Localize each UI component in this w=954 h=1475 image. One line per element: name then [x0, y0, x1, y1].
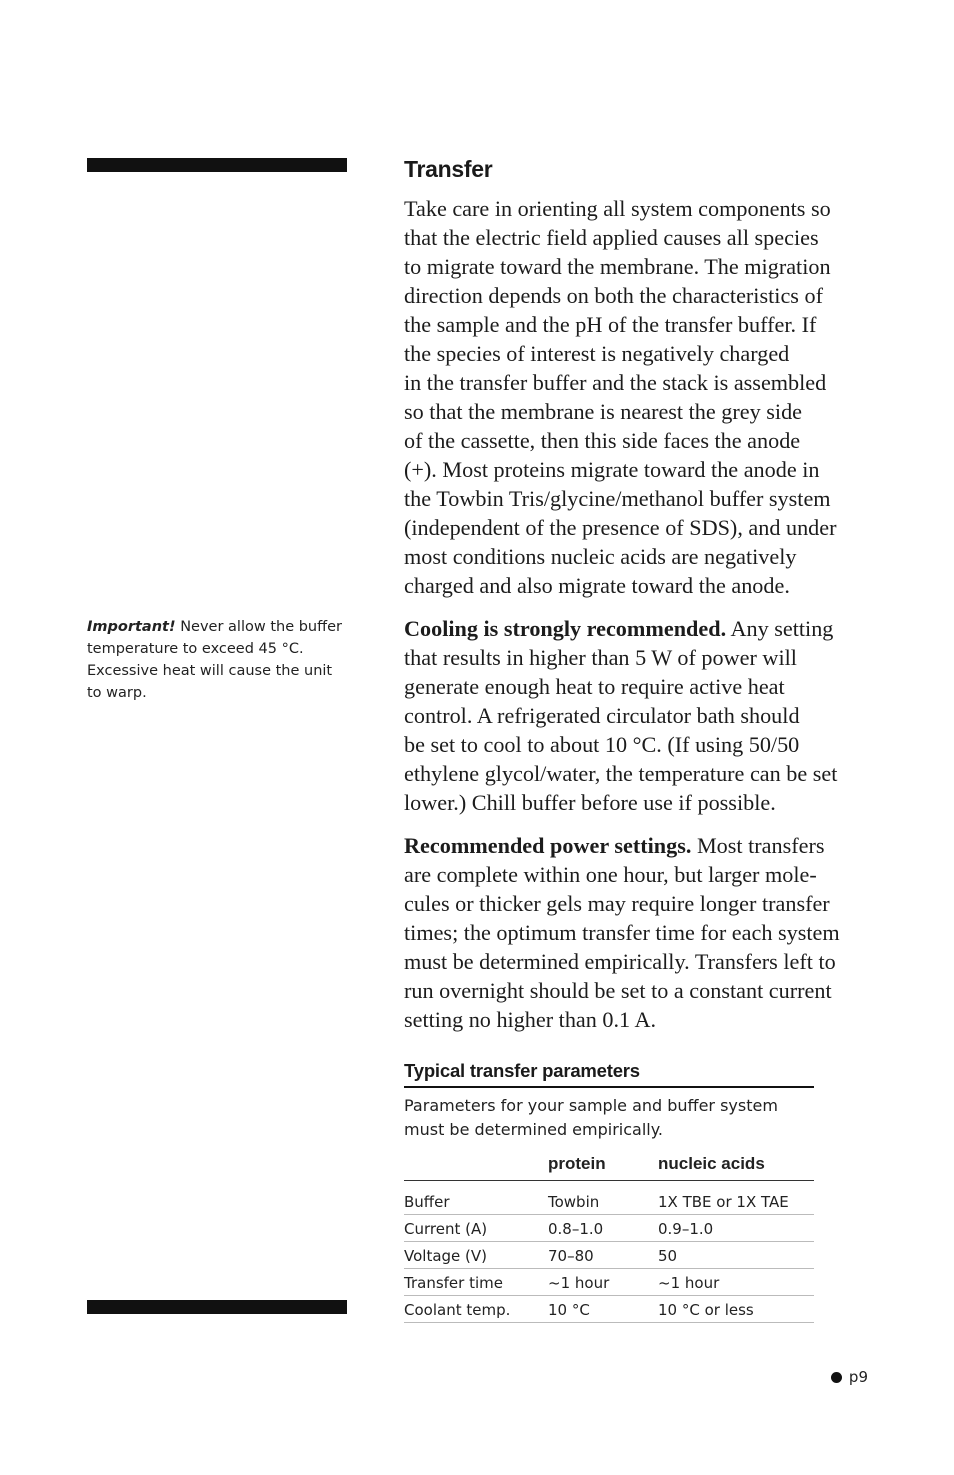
bullet-dot-icon [831, 1372, 842, 1383]
table-cell: 0.8–1.0 [548, 1215, 658, 1242]
table-cell: ~1 hour [548, 1269, 658, 1296]
paragraph-orientation: Take care in orienting all system components so that the electric field applied causes all species to migrate toward the membrane. The migration direction depends on both the characteristics of the sample and the pH of the transfer buffer. If the species of interest is negatively charged in the transfer buffer and the stack is assembled so that the membrane is nearest the grey side of the cassette, then this side faces the anode (+). Most proteins migrate toward the anode in the Towbin Tris/glycine/methanol buffer system (independent of the presence of SDS), and under most conditions nucleic acids are negatively charged and also migrate toward the anode. [404, 196, 837, 598]
table-row [404, 1215, 814, 1242]
table-cell: Coolant temp. [404, 1296, 548, 1323]
sidenote-text: Never allow the buffer temperature to exceed 45 °C. Excessive heat will cause the unit to warp. [87, 619, 342, 701]
page-number [831, 1368, 868, 1386]
important-sidenote [87, 616, 349, 704]
paragraph-cooling [404, 614, 874, 817]
page-number-label: p9 [848, 1368, 868, 1386]
table-row [404, 1269, 814, 1296]
cooling-text: Any setting that results in higher than 5 W of power will generate enough heat to require active heat control. A refrigerated circulator bath should be set to cool to about 10 °C. (If using 50/50 ethylene glycol/water, the temperature can be set lower.) Chill buffer before use if possible. [404, 616, 838, 815]
table-header-cell: protein [548, 1154, 658, 1181]
table-cell: Towbin [548, 1181, 658, 1215]
table-cell: 70–80 [548, 1242, 658, 1269]
table-row [404, 1242, 814, 1269]
table-title: Typical transfer parameters [404, 1060, 814, 1088]
table-cell: ~1 hour [658, 1269, 814, 1296]
sidenote-lead: Important! [87, 619, 176, 635]
table-cell: Voltage (V) [404, 1242, 548, 1269]
table-header-cell [404, 1154, 548, 1181]
paragraph-power [404, 831, 874, 1034]
top-section-rule [87, 158, 347, 172]
table-cell: Buffer [404, 1181, 548, 1215]
table-row [404, 1296, 814, 1323]
table-header-row [404, 1154, 814, 1181]
table-note: Parameters for your sample and buffer system must be determined empirically. [404, 1096, 778, 1139]
table-cell: 50 [658, 1242, 814, 1269]
table-cell: Transfer time [404, 1269, 548, 1296]
table-cell: 1X TBE or 1X TAE [658, 1181, 814, 1215]
table-row [404, 1181, 814, 1215]
table-cell: 0.9–1.0 [658, 1215, 814, 1242]
table-cell: Current (A) [404, 1215, 548, 1242]
cooling-lead: Cooling is strongly recommended. [404, 616, 727, 641]
transfer-parameters-table [404, 1154, 814, 1323]
table-header-cell: nucleic acids [658, 1154, 814, 1181]
power-lead: Recommended power settings. [404, 833, 692, 858]
section-heading: Transfer [404, 156, 493, 182]
power-text: Most transfers are complete within one hour, but larger mole- cules or thicker gels may require longer transfer times; the optimum transfer time for each system must be determined empirically. Transfers left to run overnight should be set to a constant current setting no higher than 0.1 A. [404, 833, 840, 1032]
table-cell: 10 °C or less [658, 1296, 814, 1323]
table-cell: 10 °C [548, 1296, 658, 1323]
main-column [404, 154, 874, 1323]
bottom-section-rule [87, 1300, 347, 1314]
